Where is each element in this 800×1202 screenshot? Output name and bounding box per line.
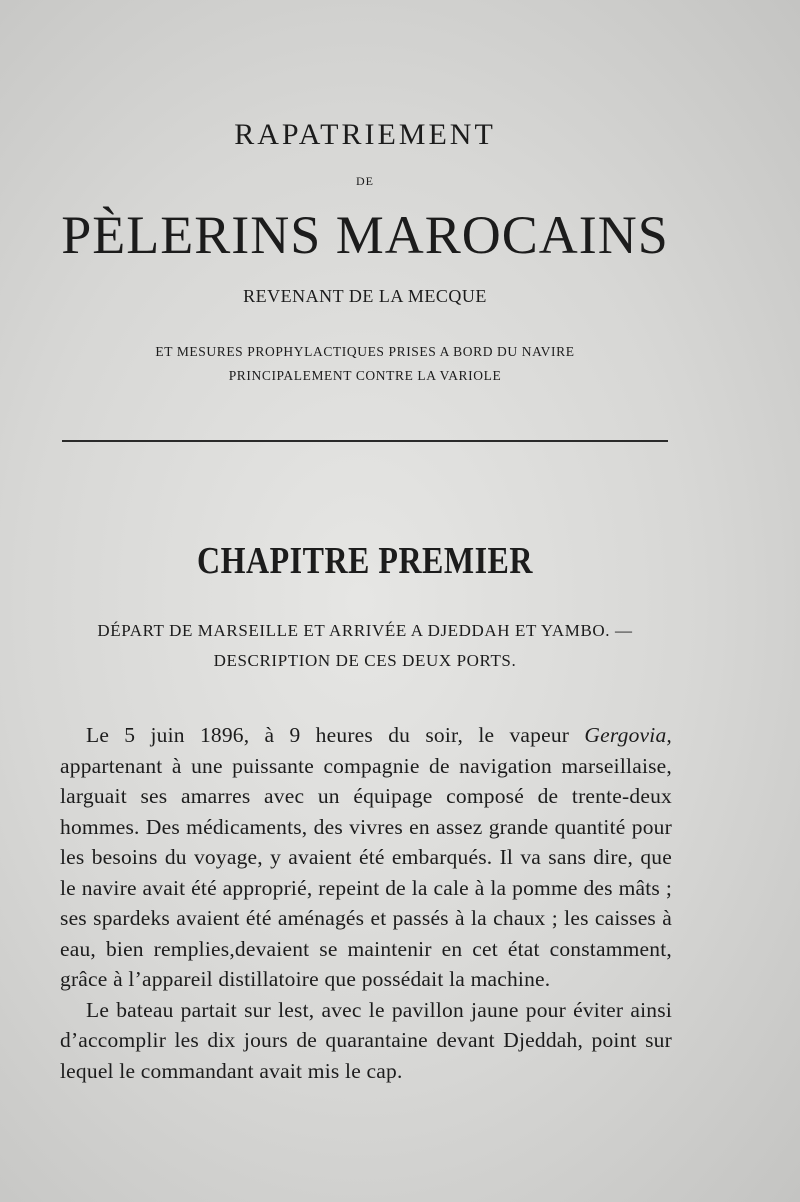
paragraph-1-rest: appartenant à une puissante compagnie de navigation marseillaise, larguait ses amarres avec un équipage composé de trente-deux hommes. Des médicaments, des vivres en assez grande quantité pour les besoins du voyage, y avaient été embarqués. Il va sans dire, que le navire avait été approprié, repeint de la cale à la pomme des mâts ; ses spardeks avaient été aménagés et passés à la chaux ; les caisses à eau, bien remplies,devaient se maintenir en cet état constamment, grâce à l’appareil distillatoire que possédait la machine. <box>60 753 672 991</box>
paragraph-2: Le bateau partait sur lest, avec le pavillon jaune pour éviter ainsi d’accomplir les dix jours de quarantaine devant Djeddah, point sur lequel le commandant avait mis le cap. <box>60 997 672 1083</box>
title-de: DE <box>356 174 374 188</box>
horizontal-rule <box>62 440 668 442</box>
chapter-subtitle-line2: DESCRIPTION DE CES DEUX PORTS. <box>213 651 517 670</box>
paragraph-1-start: Le 5 juin 1896, à 9 heures du soir, le vapeur <box>86 723 585 747</box>
ship-name: Gergovia, <box>584 723 672 747</box>
title-rapatriement: RAPATRIEMENT <box>234 118 496 151</box>
subtitle-mesures-line2: PRINCIPALEMENT CONTRE LA VARIOLE <box>228 368 502 383</box>
subtitle-revenant: REVENANT DE LA MECQUE <box>243 286 487 306</box>
chapter-title: CHAPITRE PREMIER <box>196 538 533 582</box>
body-text <box>60 720 672 1086</box>
chapter-subtitle <box>0 616 730 676</box>
title-pelerins-marocains: PÈLERINS MAROCAINS <box>61 205 669 265</box>
chapter-subtitle-line1: DÉPART DE MARSEILLE ET ARRIVÉE A DJEDDAH ET YAMBO. — <box>97 621 633 640</box>
paragraph-1 <box>60 720 672 995</box>
subtitle-mesures-line1: ET MESURES PROPHYLACTIQUES PRISES A BORD DU NAVIRE <box>155 344 575 359</box>
subtitle-mesures <box>0 340 730 388</box>
